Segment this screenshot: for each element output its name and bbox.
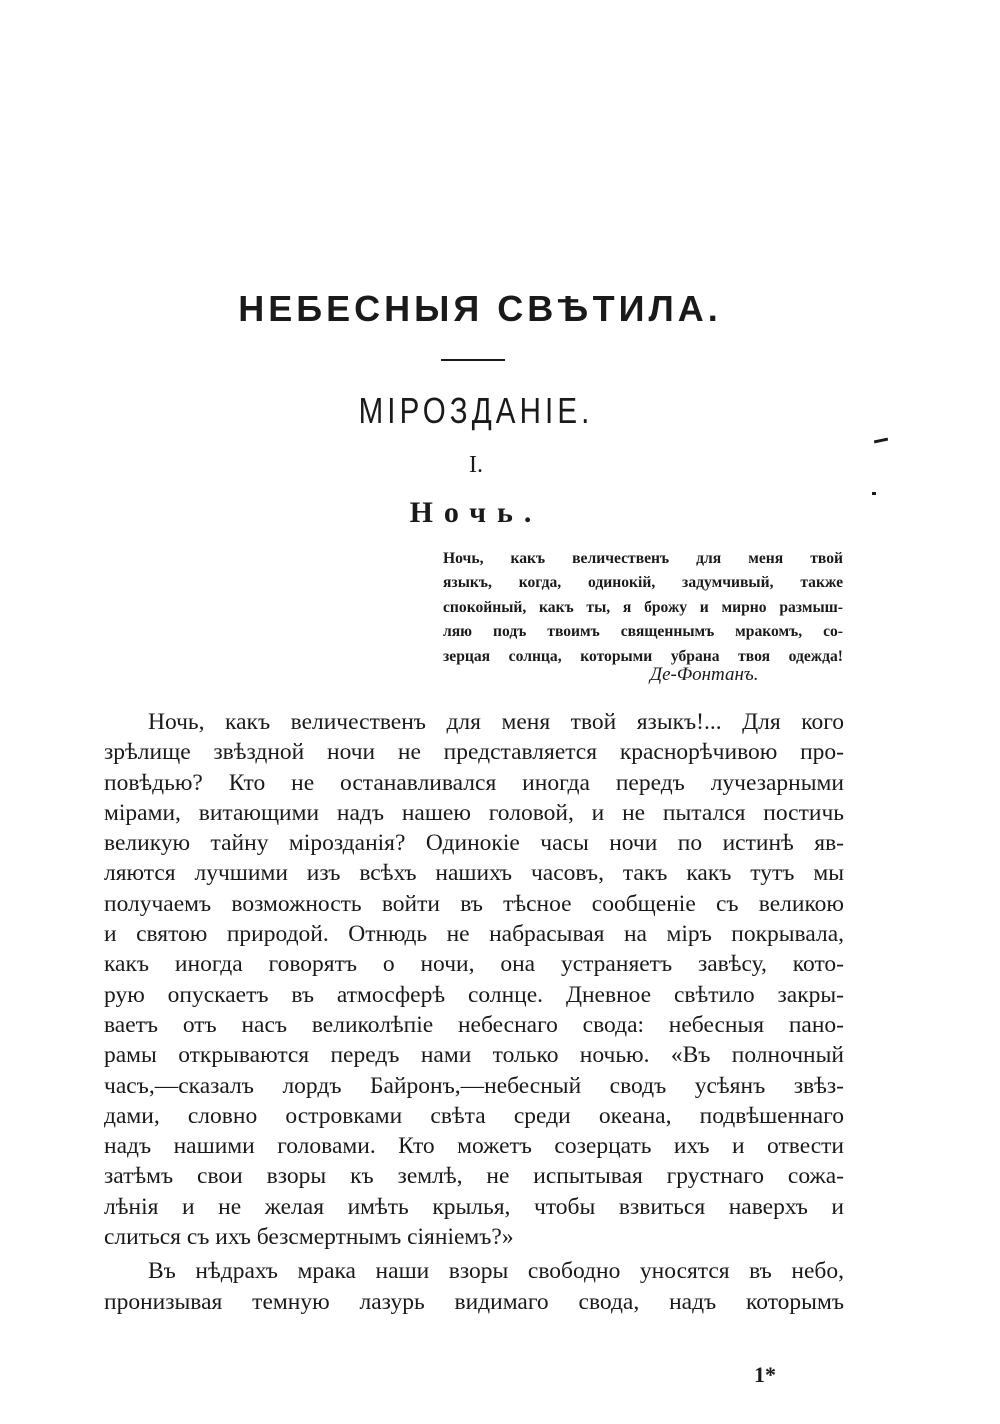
scan-speck: [874, 438, 888, 444]
text-line: часъ,—сказалъ лордъ Байронъ,—небесный сводъ усѣянъ звѣз-: [104, 1072, 844, 1099]
text-line: Ночь, какъ величественъ для меня твой языкъ!... Для кого: [148, 709, 844, 735]
text-line: великую тайну мірозданія? Одинокіе часы ночи по истинѣ яв-: [104, 830, 844, 857]
text-line: и святою природой. Отнюдь не набрасывая на міръ покрывала,: [104, 921, 844, 948]
text-line: повѣдью? Кто не останавливался иногда передъ лучезарными: [104, 769, 844, 796]
text-line: дами, словно островками свѣта среди океана, подвѣшеннаго: [104, 1102, 844, 1129]
text-line: рую опускаетъ въ атмосферѣ солнце. Дневное свѣтило закры-: [104, 981, 844, 1008]
text-line: пронизывая темную лазурь видимаго свода, надъ которымъ: [104, 1288, 844, 1315]
paragraph: [104, 1256, 844, 1317]
chapter-title: Ночь.: [409, 496, 543, 529]
epigraph-author: Де-Фонтанъ.: [650, 664, 759, 685]
epigraph: [443, 547, 843, 669]
text-line: затѣмъ свои взоры къ землѣ, не испытывая грустнаго сожа-: [104, 1163, 844, 1190]
body-text: [104, 707, 844, 1317]
text-line: слиться съ ихъ безсмертнымъ сіяніемъ?»: [104, 1224, 514, 1251]
epigraph-line: спокойный, какъ ты, я брожу и мирно размыш-: [443, 598, 843, 616]
text-line: получаемъ возможность войти въ тѣсное сообщеніе съ великою: [104, 890, 844, 917]
book-title: НЕБЕСНЫЯ СВѢТИЛА.: [238, 288, 722, 329]
text-line: мірами, витающими надъ нашею головой, и не пытался постичь: [104, 799, 844, 826]
page-number: 1*: [754, 1362, 776, 1387]
title-divider: [441, 359, 505, 361]
text-line: Въ нѣдрахъ мрака наши взоры свободно уносятся въ небо,: [148, 1258, 844, 1285]
text-line: зрѣлище звѣздной ночи не представляется краснорѣчивою про-: [104, 739, 844, 766]
chapter-number: I.: [469, 452, 483, 478]
text-line: рамы открываются передъ нами только ночью. «Въ полночный: [104, 1042, 844, 1069]
epigraph-line: Ночь, какъ величественъ для меня твой: [443, 550, 843, 567]
epigraph-line: зерцая солнца, которыми убрана твоя одежда!: [443, 647, 843, 665]
epigraph-line: ляю подъ твоимъ священнымъ мракомъ, со-: [443, 623, 843, 641]
epigraph-line: языкъ, когда, одинокій, задумчивый, также: [443, 574, 843, 592]
text-line: ваетъ отъ насъ великолѣпіе небеснаго свода: небесныя пано-: [104, 1011, 844, 1038]
text-line: лѣнія и не желая имѣть крылья, чтобы взвиться наверхъ и: [104, 1193, 844, 1220]
section-title: МІРОЗДАНІЕ.: [358, 390, 594, 431]
text-line: ляются лучшими изъ всѣхъ нашихъ часовъ, такъ какъ тутъ мы: [104, 860, 844, 887]
text-line: надъ нашими головами. Кто можетъ созерцать ихъ и отвести: [104, 1133, 844, 1160]
paragraph: [104, 707, 844, 1252]
scan-speck: [872, 492, 876, 495]
text-line: какъ иногда говорятъ о ночи, она устраняетъ завѣсу, кото-: [104, 951, 844, 978]
